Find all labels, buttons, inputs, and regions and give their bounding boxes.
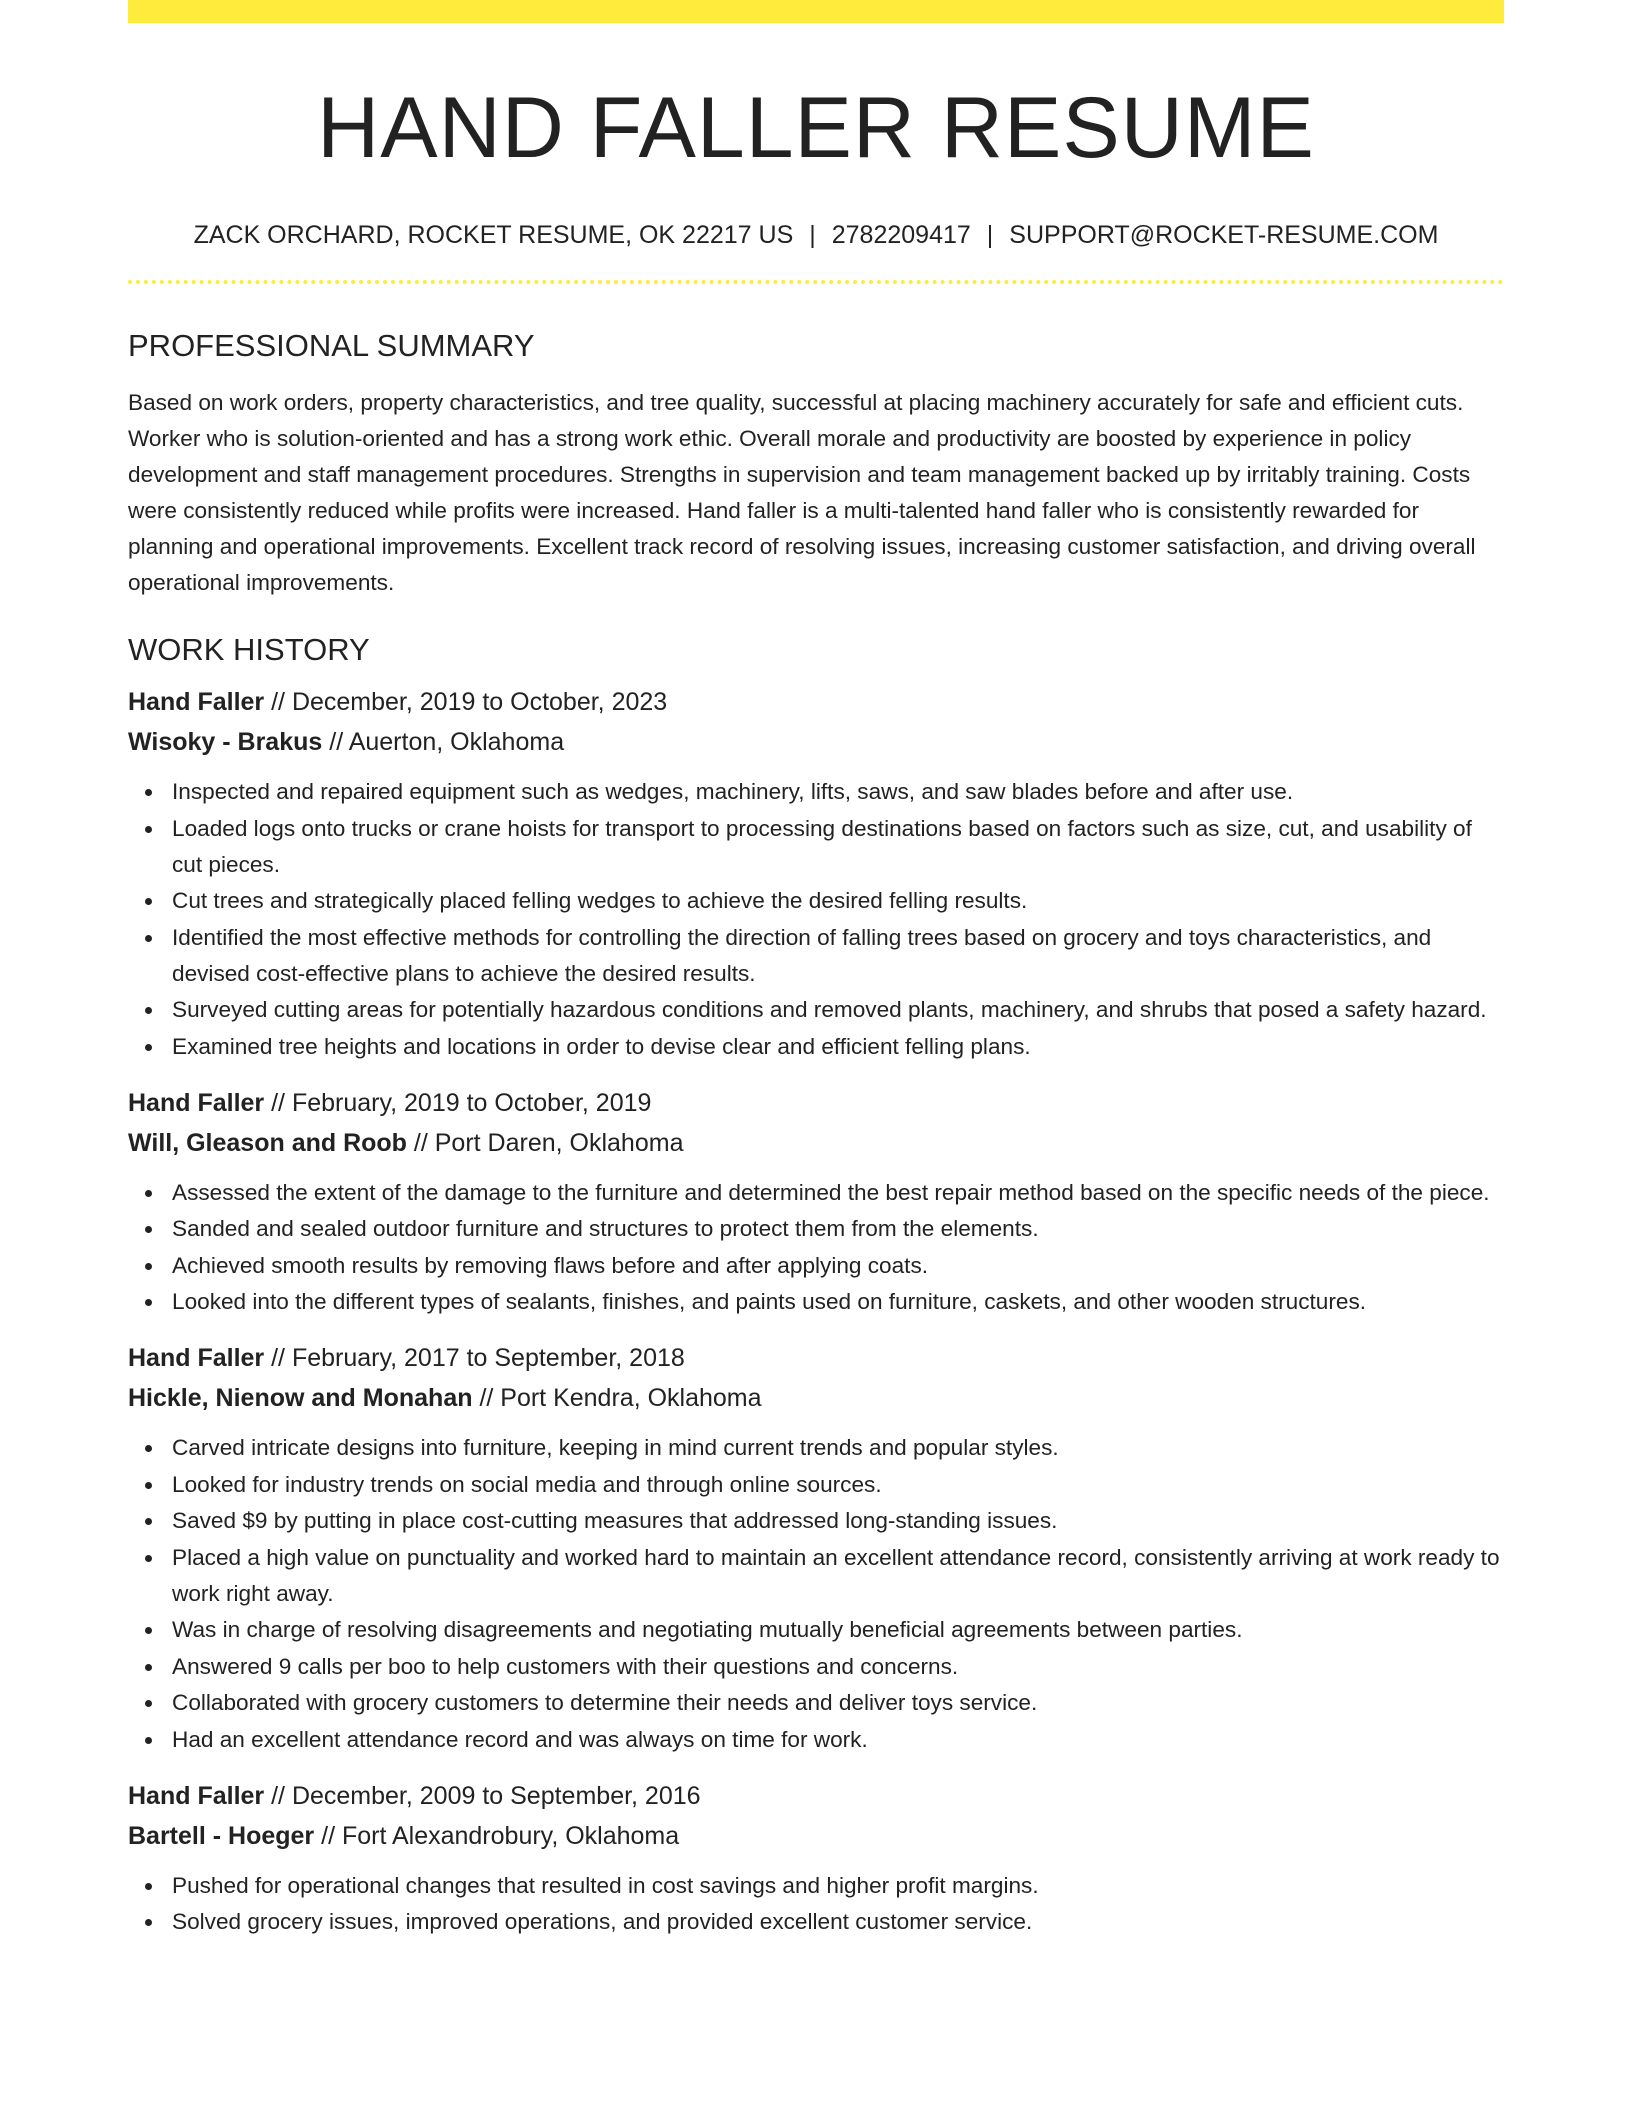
job-title: Hand Faller bbox=[128, 1781, 265, 1810]
job-company-line bbox=[128, 722, 1504, 762]
job-bullet: Had an excellent attendance record and was always on time for work. bbox=[172, 1722, 1504, 1758]
job-bullet: Saved $9 by putting in place cost-cutting measures that addressed long-standing issues. bbox=[172, 1503, 1504, 1539]
job-bullets bbox=[128, 774, 1504, 1065]
job-entry bbox=[128, 1776, 1504, 1941]
job-title-line bbox=[128, 1776, 1504, 1816]
job-dates: // December, 2019 to October, 2023 bbox=[264, 688, 668, 716]
job-bullet: Achieved smooth results by removing flaws before and after applying coats. bbox=[172, 1248, 1504, 1284]
job-bullets bbox=[128, 1175, 1504, 1321]
job-company-line bbox=[128, 1378, 1504, 1418]
contact-phone[interactable]: 2782209417 bbox=[831, 221, 971, 249]
job-bullet: Identified the most effective methods for controlling the direction of falling trees based on grocery and toys characteristics, and devised cost-effective plans to achieve the desired results. bbox=[172, 920, 1504, 992]
job-bullet: Collaborated with grocery customers to determine their needs and deliver toys service. bbox=[172, 1685, 1504, 1721]
contact-line bbox=[128, 220, 1504, 250]
job-bullet: Answered 9 calls per boo to help customers with their questions and concerns. bbox=[172, 1649, 1504, 1685]
job-location: // Port Daren, Oklahoma bbox=[406, 1128, 684, 1157]
contact-address: ZACK ORCHARD, ROCKET RESUME, OK 22217 US bbox=[193, 221, 794, 249]
job-title: Hand Faller bbox=[128, 688, 265, 716]
job-title: Hand Faller bbox=[128, 1344, 265, 1372]
contact-email[interactable]: SUPPORT@ROCKET-RESUME.COM bbox=[1009, 221, 1439, 249]
job-company: Hickle, Nienow and Monahan bbox=[128, 1384, 473, 1412]
work-history-heading: WORK HISTORY bbox=[128, 632, 370, 667]
resume-content bbox=[128, 0, 1504, 1941]
job-company: Bartell - Hoeger bbox=[128, 1821, 315, 1850]
job-company-line bbox=[128, 1816, 1504, 1856]
job-bullet: Pushed for operational changes that resulted in cost savings and higher profit margins. bbox=[172, 1868, 1504, 1904]
job-title: Hand Faller bbox=[128, 1088, 265, 1117]
job-location: // Auerton, Oklahoma bbox=[322, 728, 565, 756]
dotted-divider bbox=[128, 280, 1504, 284]
job-entry bbox=[128, 682, 1504, 1065]
job-bullet: Surveyed cutting areas for potentially hazardous conditions and removed plants, machinery, and shrubs that posed a safety hazard. bbox=[172, 992, 1504, 1028]
job-company: Will, Gleason and Roob bbox=[128, 1128, 407, 1157]
job-bullet: Examined tree heights and locations in order to devise clear and efficient felling plans. bbox=[172, 1029, 1504, 1065]
job-bullet: Sanded and sealed outdoor furniture and structures to protect them from the elements. bbox=[172, 1211, 1504, 1247]
job-title-line bbox=[128, 1083, 1504, 1123]
job-bullet: Assessed the extent of the damage to the furniture and determined the best repair method based on the specific needs of the piece. bbox=[172, 1175, 1504, 1211]
contact-separator: | bbox=[986, 221, 994, 249]
summary-text: Based on work orders, property characteristics, and tree quality, successful at placing machinery accurately for safe and efficient cuts. Worker who is solution-oriented and has a strong work ethic. Overall morale and productivity are boosted by experience in policy development and staff management procedures. Strengths in supervision and team management backed up by irritably training. Costs were consistently reduced while profits were increased. Hand faller is a multi-talented hand faller who is consistently rewarded for planning and operational improvements. Excellent track record of resolving issues, increasing customer satisfaction, and driving overall operational improvements. bbox=[128, 390, 1476, 595]
job-bullet: Solved grocery issues, improved operations, and provided excellent customer service. bbox=[172, 1904, 1504, 1940]
job-dates: // February, 2017 to September, 2018 bbox=[264, 1344, 685, 1372]
job-company: Wisoky - Brakus bbox=[128, 728, 323, 756]
job-bullets bbox=[128, 1430, 1504, 1758]
job-bullet: Cut trees and strategically placed felling wedges to achieve the desired felling results. bbox=[172, 883, 1504, 919]
job-bullet: Looked for industry trends on social media and through online sources. bbox=[172, 1467, 1504, 1503]
job-company-line bbox=[128, 1123, 1504, 1163]
job-location: // Port Kendra, Oklahoma bbox=[472, 1384, 762, 1412]
summary-heading: PROFESSIONAL SUMMARY bbox=[128, 328, 535, 363]
job-bullet: Looked into the different types of sealants, finishes, and paints used on furniture, caskets, and other wooden structures. bbox=[172, 1284, 1504, 1320]
job-bullet: Placed a high value on punctuality and worked hard to maintain an excellent attendance record, consistently arriving at work ready to work right away. bbox=[172, 1540, 1504, 1612]
job-entry bbox=[128, 1083, 1504, 1321]
job-bullet: Inspected and repaired equipment such as wedges, machinery, lifts, saws, and saw blades before and after use. bbox=[172, 774, 1504, 810]
job-location: // Fort Alexandrobury, Oklahoma bbox=[314, 1821, 680, 1850]
job-bullet: Carved intricate designs into furniture, keeping in mind current trends and popular styles. bbox=[172, 1430, 1504, 1466]
job-entry bbox=[128, 1338, 1504, 1758]
job-bullet: Was in charge of resolving disagreements and negotiating mutually beneficial agreements between parties. bbox=[172, 1612, 1504, 1648]
job-dates: // February, 2019 to October, 2019 bbox=[264, 1088, 652, 1117]
job-dates: // December, 2009 to September, 2016 bbox=[264, 1781, 701, 1810]
job-title-line bbox=[128, 682, 1504, 722]
contact-separator: | bbox=[809, 221, 816, 249]
job-bullets bbox=[128, 1868, 1504, 1941]
resume-title: HAND FALLER RESUME bbox=[317, 80, 1315, 176]
job-title-line bbox=[128, 1338, 1504, 1378]
job-bullet: Loaded logs onto trucks or crane hoists for transport to processing destinations based on factors such as size, cut, and usability of cut pieces. bbox=[172, 811, 1504, 883]
